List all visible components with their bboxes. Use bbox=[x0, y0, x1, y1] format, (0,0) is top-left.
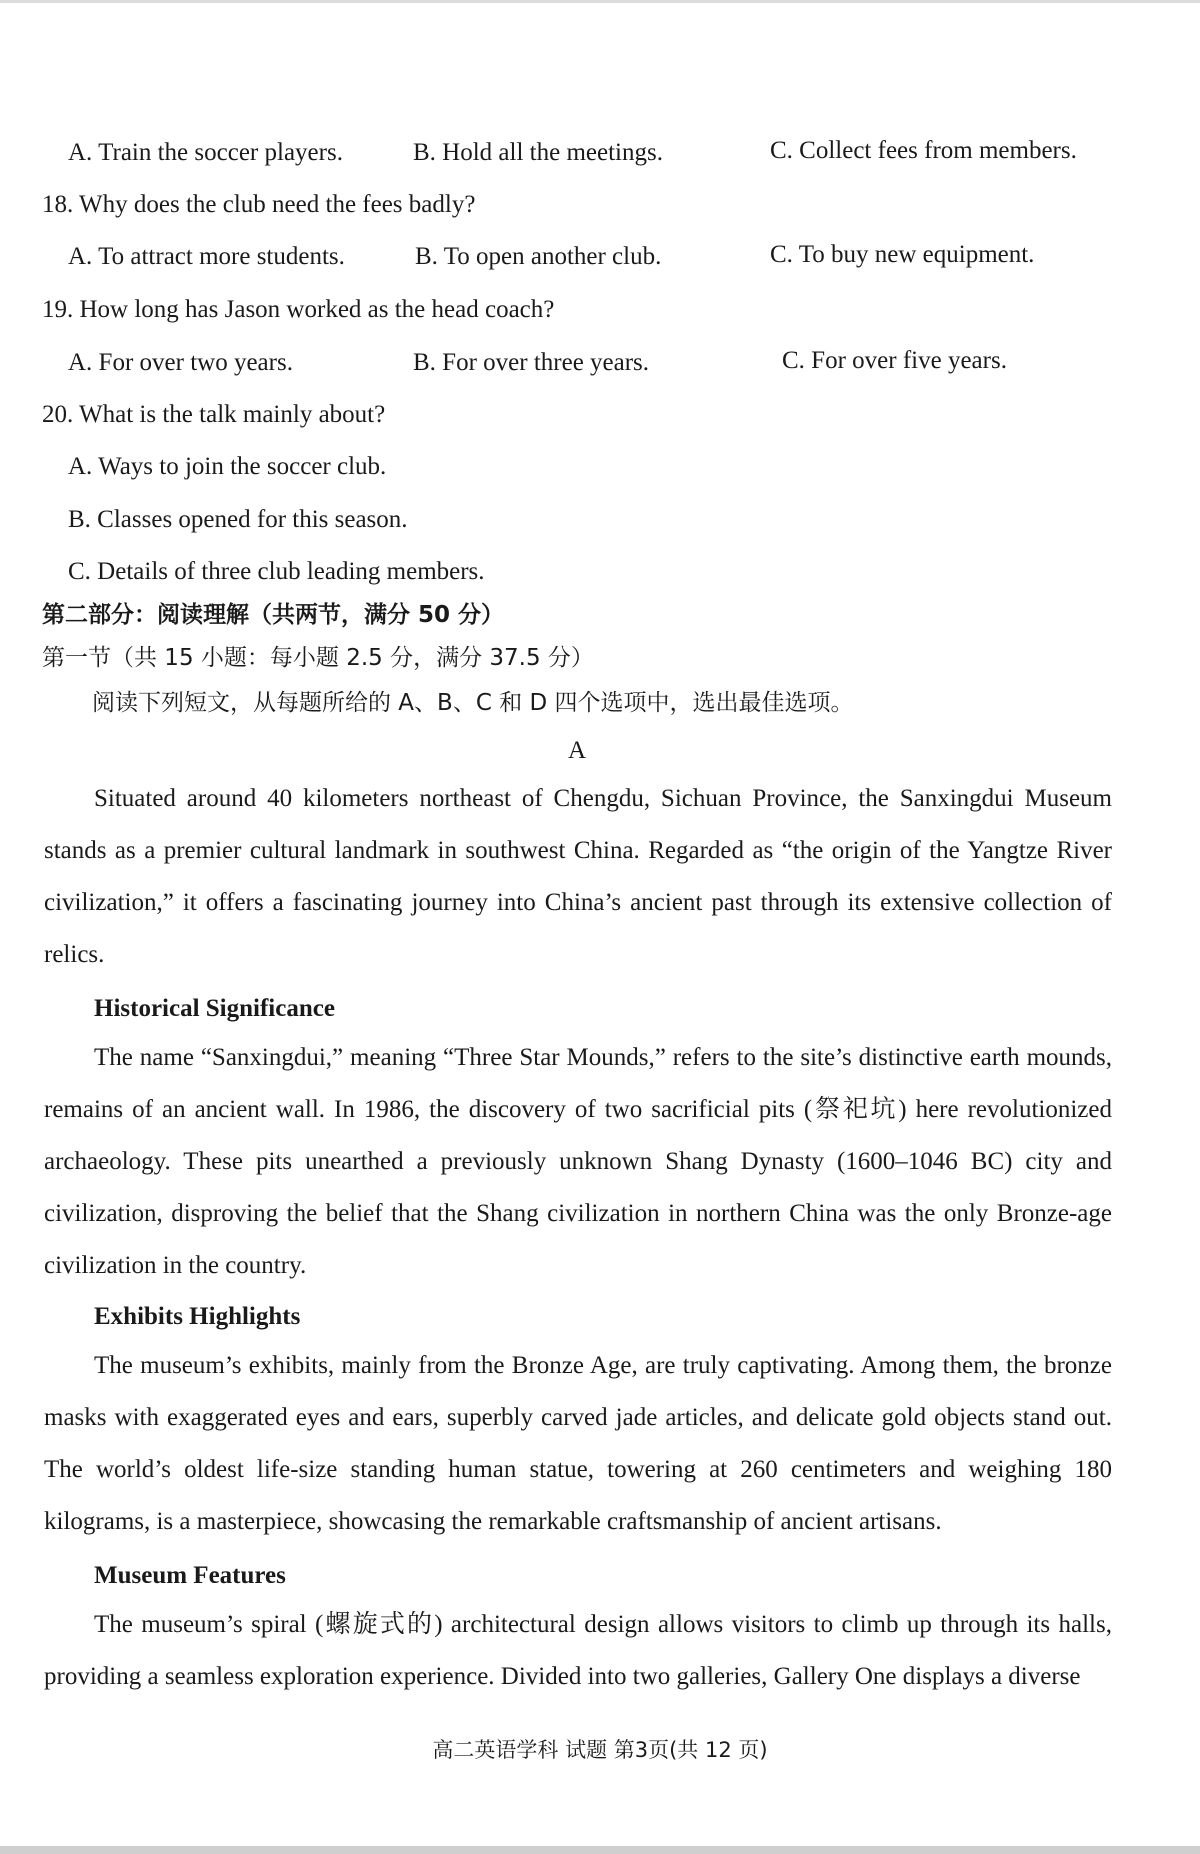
heading-museum-features: Museum Features bbox=[94, 1562, 286, 1589]
q19-option-b: B. For over three years. bbox=[413, 349, 650, 376]
q20-option-b: B. Classes opened for this season. bbox=[68, 506, 408, 533]
heading-historical-significance: Historical Significance bbox=[94, 995, 335, 1022]
q18-option-a: A. To attract more students. bbox=[68, 243, 345, 270]
paragraph-exhibits-highlights: The museum’s exhibits, mainly from the Bronze Age, are truly captivating. Among them, the bronze masks with exaggerated eyes and ears, superbly carved jade articles, and delicate gold objects stand out. The world’s oldest life-size standing human statue, towering at 260 centimeters and weighing 180 kilograms, is a masterpiece, showcasing the remarkable craftsmanship of ancient artisans. bbox=[44, 1352, 1112, 1535]
heading-exhibits-highlights: Exhibits Highlights bbox=[94, 1303, 301, 1330]
passage-intro: Situated around 40 kilometers northeast of Chengdu, Sichuan Province, the Sanxingdui Museum stands as a premier cultural landmark in southwest China. Regarded as “the origin of the Yangtze River civilization,” it offers a fascinating journey into China’s ancient past through its extensive collection of relics. bbox=[44, 785, 1112, 968]
reading-instruction: 阅读下列短文，从每题所给的 A、B、C 和 D 四个选项中，选出最佳选项。 bbox=[92, 690, 854, 716]
part-two-title: 第二部分：阅读理解（共两节，满分 50 分） bbox=[42, 602, 505, 628]
q19-question: 19. How long has Jason worked as the head coach? bbox=[42, 296, 555, 323]
q18-option-b: B. To open another club. bbox=[415, 243, 662, 270]
passage-label: A bbox=[568, 737, 587, 764]
q17-option-a: A. Train the soccer players. bbox=[68, 139, 343, 166]
q17-option-b: B. Hold all the meetings. bbox=[413, 139, 663, 166]
q20-option-a: A. Ways to join the soccer club. bbox=[68, 453, 387, 480]
q20-option-c: C. Details of three club leading members. bbox=[68, 558, 485, 585]
paragraph-historical-significance: The name “Sanxingdui,” meaning “Three Star Mounds,” refers to the site’s distinctive earth mounds, remains of an ancient wall. In 1986, the discovery of two sacrificial pits (祭祀坑) here revolutionized archaeology. These pits unearthed a previously unknown Shang Dynasty (1600–1046 BC) city and civilization, disproving the belief that the Shang civilization in northern China was the only Bronze-age civilization in the country. bbox=[44, 1044, 1112, 1279]
scan-bottom-edge bbox=[0, 1846, 1200, 1854]
page-footer: 高二英语学科 试题 第3页(共 12 页) bbox=[432, 1738, 768, 1762]
q19-option-c: C. For over five years. bbox=[782, 347, 1007, 374]
paragraph-museum-features: The museum’s spiral (螺旋式的) architectural design allows visitors to climb up through its halls, providing a seamless exploration experience. Divided into two galleries, Gallery One displays a diverse bbox=[44, 1611, 1112, 1690]
q19-option-a: A. For over two years. bbox=[68, 349, 293, 376]
section-one-title: 第一节（共 15 小题：每小题 2.5 分，满分 37.5 分） bbox=[42, 645, 594, 671]
q18-option-c: C. To buy new equipment. bbox=[770, 241, 1035, 268]
q18-question: 18. Why does the club need the fees badly? bbox=[42, 191, 476, 218]
q20-question: 20. What is the talk mainly about? bbox=[42, 401, 386, 428]
q17-option-c: C. Collect fees from members. bbox=[770, 137, 1077, 164]
scan-top-edge bbox=[0, 0, 1200, 3]
